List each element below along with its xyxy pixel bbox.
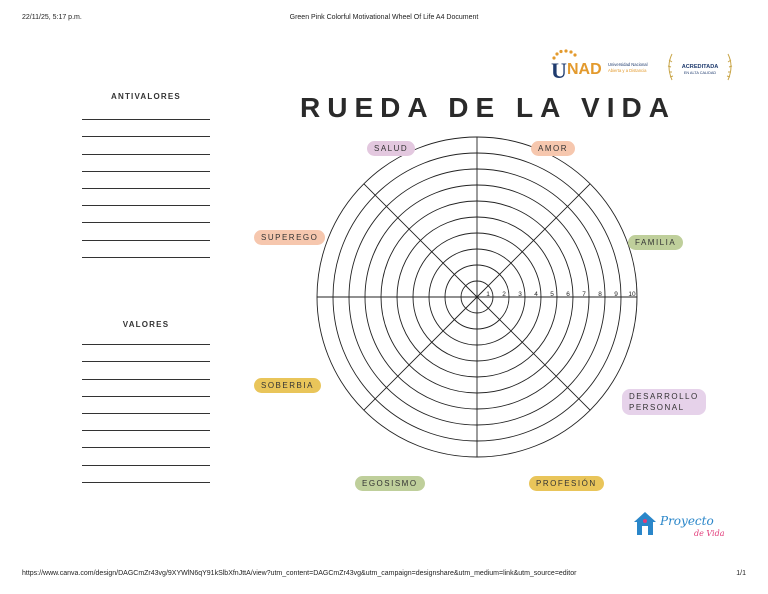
valor-line[interactable] [82, 397, 210, 414]
antivalor-line[interactable] [82, 103, 210, 120]
de-vida-word: de Vida [694, 529, 725, 538]
wheel-scale-label: 9 [614, 291, 618, 298]
wheel-scale-label: 7 [582, 291, 586, 298]
antivalor-line[interactable] [82, 189, 210, 206]
category-profesion: PROFESIÓN [529, 476, 604, 491]
antivalor-line[interactable] [82, 241, 210, 258]
wheel-scale-label: 3 [518, 291, 522, 298]
valores-heading: VALORES [122, 320, 170, 329]
valores-lines [82, 328, 210, 483]
category-salud: SALUD [367, 141, 415, 156]
category-soberbia: SOBERBIA [254, 378, 321, 393]
category-superego: SUPEREGO [254, 230, 325, 245]
valor-line[interactable] [82, 328, 210, 345]
antivalor-line[interactable] [82, 155, 210, 172]
print-page-number: 1/1 [736, 570, 746, 577]
category-amor: AMOR [531, 141, 575, 156]
page-title: RUEDA DE LA VIDA [300, 92, 676, 123]
valor-line[interactable] [82, 466, 210, 483]
wheel-scale-label: 2 [502, 291, 506, 298]
print-url: https://www.canva.com/design/DAGCmZr43vg/9XYWlN6qY91kSlbXfnJttA/view?utm_content=DAGCmZr43vg&utm_campaign=designshare&utm_medium=link&utm_source=editor [22, 570, 577, 577]
category-egosismo: EGOSISMO [355, 476, 425, 491]
category-desarrollo-personal [622, 389, 706, 415]
antivalor-line[interactable] [82, 172, 210, 189]
category-familia: FAMILIA [628, 235, 683, 250]
valor-line[interactable] [82, 345, 210, 362]
unad-initials-u: U [551, 58, 567, 83]
wheel-scale-label: 8 [598, 291, 602, 298]
wheel-scale-label: 10 [628, 291, 636, 298]
category-desarrollo-line1: DESARROLLO [629, 392, 699, 401]
accreditation-label-2: EN ALTA CALIDAD [683, 71, 717, 75]
valor-line[interactable] [82, 431, 210, 448]
life-wheel [312, 132, 642, 462]
antivalores-heading: ANTIVALORES [111, 92, 181, 101]
valor-line[interactable] [82, 414, 210, 431]
wheel-scale-label: 5 [550, 291, 554, 298]
house-icon [634, 512, 656, 535]
unad-logo [548, 48, 734, 86]
valor-line[interactable] [82, 448, 210, 465]
category-desarrollo-line2: PERSONAL [629, 403, 685, 412]
antivalor-line[interactable] [82, 137, 210, 154]
wheel-scale-label: 4 [534, 291, 538, 298]
proyecto-word: Proyecto [660, 514, 714, 528]
antivalores-lines [82, 103, 210, 258]
antivalor-line[interactable] [82, 120, 210, 137]
proyecto-de-vida-logo [632, 508, 732, 540]
wheel-scale-label: 6 [566, 291, 570, 298]
unad-initials-nad: NAD [567, 61, 602, 78]
valor-line[interactable] [82, 380, 210, 397]
unad-university-2: Abierta y a Distancia [608, 68, 647, 73]
antivalor-line[interactable] [82, 206, 210, 223]
print-document-title: Green Pink Colorful Motivational Wheel Of Life A4 Document [289, 14, 479, 21]
antivalor-line[interactable] [82, 223, 210, 240]
accreditation-label: ACREDITADA [681, 64, 719, 70]
print-date: 22/11/25, 5:17 p.m. [22, 14, 82, 21]
valor-line[interactable] [82, 362, 210, 379]
unad-university: Universidad Nacional [608, 62, 648, 67]
wheel-scale-label: 1 [486, 291, 490, 298]
